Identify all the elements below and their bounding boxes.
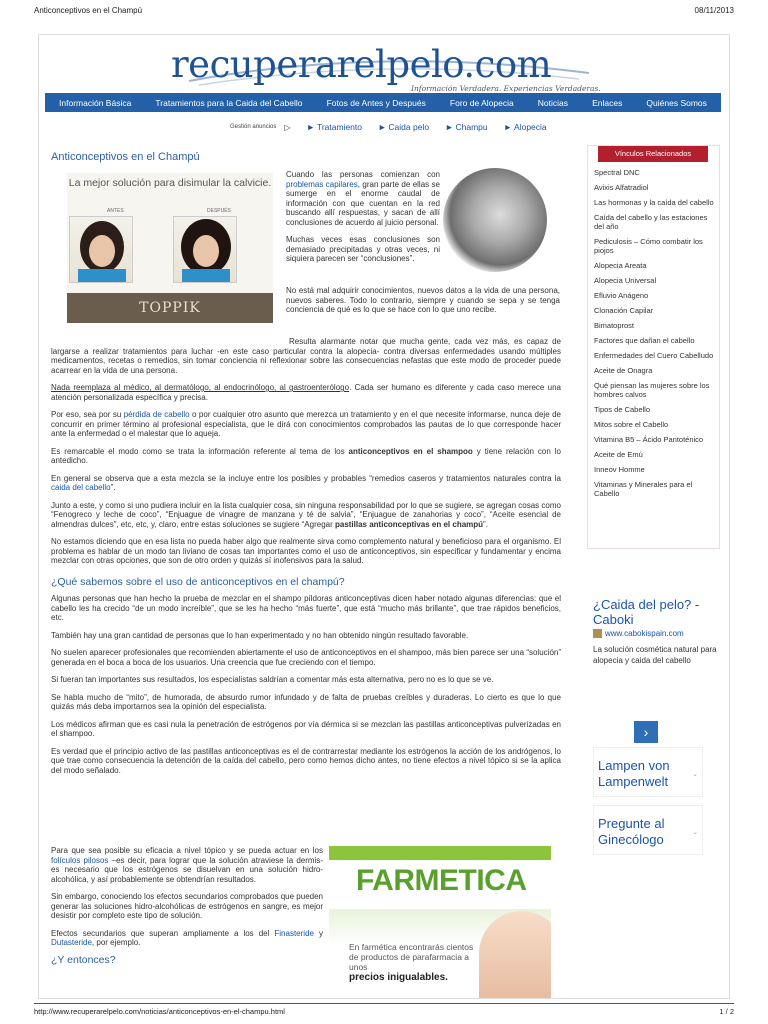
toppik-ad[interactable]	[67, 173, 273, 323]
print-url: http://www.recuperarelpelo.com/noticias/anticonceptivos-en-el-champu.html	[34, 1007, 285, 1016]
ads-label[interactable]: Gestión anuncios	[230, 124, 277, 130]
caboki-title[interactable]: ¿Caida del pelo? - Caboki	[593, 597, 700, 627]
play-icon: ►	[306, 122, 315, 132]
link-foliculos-pilosos[interactable]: folículos pilosos	[51, 855, 109, 865]
ad-box-title[interactable]: Lampen von Lampenwelt	[598, 758, 670, 789]
article-title: Anticonceptivos en el Champú	[51, 151, 200, 163]
related-link[interactable]: Spectral DNC	[594, 168, 640, 177]
link-dutasteride[interactable]: Dutasteride	[51, 938, 92, 947]
chevron-down-icon: ⌄	[692, 771, 698, 778]
related-link[interactable]: Las hormonas y la caída del cabello	[594, 198, 714, 207]
before-label: ANTES	[107, 208, 124, 214]
ad-box-lampen[interactable]	[593, 747, 703, 797]
print-date: 08/11/2013	[694, 6, 734, 15]
nav-tratamientos[interactable]: Tratamientos para la Caida del Cabello	[155, 97, 303, 108]
related-link[interactable]: Aceite de Emú	[594, 450, 643, 459]
ad-links-row	[230, 122, 547, 132]
web-page	[38, 34, 730, 999]
related-links-list	[588, 168, 721, 504]
play-icon: ►	[378, 122, 387, 132]
arrow-right-icon[interactable]: ›	[634, 721, 658, 743]
related-link[interactable]: Alopecia Areata	[594, 261, 647, 270]
related-link[interactable]: Bimatoprost	[594, 321, 635, 330]
section-heading: ¿Qué sabemos sobre el uso de anticonceptivos en el champú?	[51, 575, 345, 588]
print-header	[34, 6, 734, 15]
adchoices-icon[interactable]: ▷	[284, 122, 291, 132]
ad-band	[329, 846, 551, 860]
related-link[interactable]: Vitamina B5 – Ácido Pantoténico	[594, 435, 704, 444]
article-body-narrow: Para que sea posible su eficacia a nivel tópico y se pueda actuar en los folículos pilosos –es decir, para lograr que la solución atraviese la dermis- es necesario que los estrógenos se disuelvan en una solución hidro-alcohólica, y así probablemente se obtendrían resultados. Sin embargo, conociendo los efectos secundarios comprobados que pueden generar las soluciones hidro-alcohólicas de estrógenos en sangre, es mejor desistir por completo este tipo de solución. Efectos secundarios que superan ampliamente a los del Finasteride y Dutasteride, por ejemplo. ¿Y entonces?	[51, 846, 323, 966]
ad-link-alopecia[interactable]: ► Alopecia	[503, 122, 547, 132]
related-link[interactable]: Enfermedades del Cuero Cabelludo	[594, 351, 714, 360]
farmetica-text: En farmética encontrarás cientos de productos de parafarmacia a unos precios inigualables.	[349, 942, 474, 983]
ad-box-title[interactable]: Pregunte al Ginecólogo	[598, 816, 665, 847]
pills-image	[443, 168, 547, 272]
nav-foro[interactable]: Foro de Alopecia	[449, 97, 514, 108]
related-link[interactable]: Avixis Alfatradiol	[594, 183, 649, 192]
article-body: Resulta alarmante notar que mucha gente, cada vez más, es capaz de largarse a realizar tratamientos para luchar -en este caso particular contra la alopecia- contra diversas enfermedades usando múltiples medicamentos, recetas o remedios, sin tomar conciencia ni reflexionar sobre las consecuencias nefastas que este modo de proceder puede acarrear en la vida de una persona. Nada reemplaza al médico, al dermatólogo, al endocrinólogo, al gastroenterólogo. Cada ser humano es diferente y cada caso merece una atención personalizada específica y precisa. Por eso, sea por su pérdida de cabello o por cualquier otro asunto que merezca un tratamiento y en el que necesite informarse, nunca deje de concurrir en primer término al profesional especialista, que le dirá con conocimientos comprobados las pautas de lo que corresponde hacer ante la enfermedad o el malestar que lo aqueja. Es remarcable el modo como se trata la información referente al tema de los anticonceptivos en el shampoo y tiene relación con lo antedicho. En general se observa que a esta mezcla se la incluye entre los posibles y probables “remedios caseros y tratamientos naturales contra la caida del cabello”. Junto a este, y como si uno pudiera incluir en la lista cualquier cosa, sin ninguna responsabilidad por lo que se sugiere, se agregan cosas como “Fenogreco y leche de coco”, “Enjuague de vinagre de manzana y té de salvia”, “Enjuague de zanahorias y coco”, “Aceite esencial de almendras dulces”, etc, etc, y, claro, entre estas soluciones se sugiere “Agregar pastillas anticonceptivas en el champú”. No estamos diciendo que en esa lista no pueda haber algo que realmente sirva como complemento natural y beneficioso para el organismo. El problema es hablar de un modo tan liviano de cosas tan importantes como el uso de anticonceptivos, sin especificar y fundamentar y encima mezclar con otras opciones, que son de otro orden y quizás sí inofensivos para la salud. ¿Qué sabemos sobre el uso de anticonceptivos en el champú? Algunas personas que han hecho la prueba de mezclar en el shampo píldoras anticonceptivas dicen haber notado algunas diferencias: que el cabello les ha crecido “de un modo increíble”, que se les ha hecho “más fuerte”, que está “mucho más brillante”, que trae rápidos beneficios, etc. También hay una gran cantidad de personas que lo han experimentado y no han obtenido ningún resultado favorable. No suelen aparecer profesionales que recomienden abiertamente el uso de anticonceptivos en el shampoo, más bien parece ser una “solución” generada en el boca a boca de los usuarios. Una creencia que fue creciendo con el tiempo. Si fueran tan importantes sus resultados, los especialistas saldrían a comentar más esta alternativa, pero no es lo que se ve. Se habla mucho de “mito”, de humorada, de absurdo rumor infundado y de falta de pruebas creíbles y duraderas. Lo cierto es que lo que quizás más deba importarnos sea la opinión del especialista. Los médicos afirman que es casi nula la penetración de estrógenos por vía dérmica si se mezclan las pastillas anticonceptivas pulverizadas en el shampoo. Es verdad que el principio activo de las pastillas anticonceptivas es el de contrarrestar mediante los estrógenos la acción de los andrógenos, lo que trae como consecuencia la detención de la caída del cabello, pero como hemos dicho antes, no tiene efectos a nivel tópico si se la aplica del modo señalado.	[51, 337, 562, 775]
model-photo	[479, 911, 551, 999]
related-link[interactable]: Aceite de Onagra	[594, 366, 653, 375]
related-link[interactable]: Efluvio Anágeno	[594, 291, 649, 300]
ad-link-tratamiento[interactable]: ► Tratamiento	[306, 122, 362, 132]
related-link[interactable]: Pediculosis – Cómo combatir los piojos	[594, 237, 703, 255]
print-page-number: 1 / 2	[719, 1007, 734, 1016]
article-intro: Cuando las personas comienzan con problemas capilares, gran parte de ellas se sumerge en el enorme caudal de información con que cuentan en la red buscando allí respuestas, y sacan de allí conclusiones de acuerdo al juicio personal. Muchas veces esas conclusiones son demasiado precipitadas y otras veces, ni siquiera parecen ser “conclusiones”.	[286, 170, 440, 263]
link-caida-del-cabello[interactable]: caida del cabello	[51, 483, 111, 492]
farmetica-ad[interactable]	[329, 846, 551, 999]
nav-enlaces[interactable]: Enlaces	[592, 97, 623, 108]
main-nav	[45, 93, 721, 112]
link-finasteride[interactable]: Finasteride	[274, 928, 314, 938]
related-link[interactable]: Tipos de Cabello	[594, 405, 651, 414]
related-link[interactable]: Factores que dañan el cabello	[594, 336, 695, 345]
caboki-url[interactable]: www.cabokispain.com	[593, 629, 721, 638]
related-link[interactable]: Alopecia Universal	[594, 276, 657, 285]
article-intro-2: No está mal adquirir conocimientos, nuevos datos a la vida de una persona, nuevos saberes. Todo lo contrario, siempre y cuando se sepa y se tenga conciencia de qué es lo que se hace con lo que uno recibe.	[286, 286, 560, 314]
related-links-panel	[587, 145, 720, 549]
site-tagline: Información Verdadera. Experiencias Verdaderas.	[411, 84, 601, 93]
related-link[interactable]: Qué piensan las mujeres sobre los hombres calvos	[594, 381, 710, 399]
related-link[interactable]: Clonación Capilar	[594, 306, 654, 315]
section-heading-2: ¿Y entonces?	[51, 953, 116, 966]
chevron-down-icon: ⌄	[692, 829, 698, 836]
link-perdida-de-cabello[interactable]: pérdida de cabello	[123, 410, 190, 419]
toppik-slogan: La mejor solución para disimular la calvicie.	[68, 177, 272, 189]
nav-quienes-somos[interactable]: Quiénes Somos	[646, 97, 707, 108]
caboki-ad[interactable]	[593, 597, 721, 740]
nav-fotos[interactable]: Fotos de Antes y Después	[326, 97, 426, 108]
related-links-title: Vínculos Relacionados	[598, 146, 708, 162]
related-link[interactable]: Mitos sobre el Cabello	[594, 420, 669, 429]
nav-noticias[interactable]: Noticias	[537, 97, 569, 108]
print-footer	[34, 1003, 734, 1016]
related-link[interactable]: Inneov Homme	[594, 465, 645, 474]
link-problemas-capilares[interactable]: problemas capilares	[286, 179, 358, 189]
farmetica-logo: FARMETICA	[356, 864, 527, 897]
related-link[interactable]: Vitaminas y Minerales para el Cabello	[594, 480, 693, 498]
before-photo	[69, 216, 133, 283]
after-photo	[173, 216, 237, 283]
play-icon: ►	[445, 122, 454, 132]
caboki-desc: La solución cosmética natural para alopecia y caida del cabello	[593, 645, 717, 666]
ad-link-champu[interactable]: ► Champu	[445, 122, 488, 132]
toppik-brand: TOPPIK	[67, 293, 273, 323]
nav-informacion-basica[interactable]: Información Básica	[59, 97, 132, 108]
related-link[interactable]: Caída del cabello y las estaciones del año	[594, 213, 708, 231]
play-icon: ►	[503, 122, 513, 132]
caboki-logo-icon	[593, 629, 602, 638]
site-logo[interactable]: recuperarelpelo.com	[171, 43, 552, 86]
ad-box-ginecologo[interactable]	[593, 805, 703, 855]
after-label: DESPUÉS	[207, 208, 231, 214]
print-title: Anticonceptivos en el Champú	[34, 6, 143, 15]
ad-link-caida-pelo[interactable]: ► Caida pelo	[378, 122, 430, 132]
